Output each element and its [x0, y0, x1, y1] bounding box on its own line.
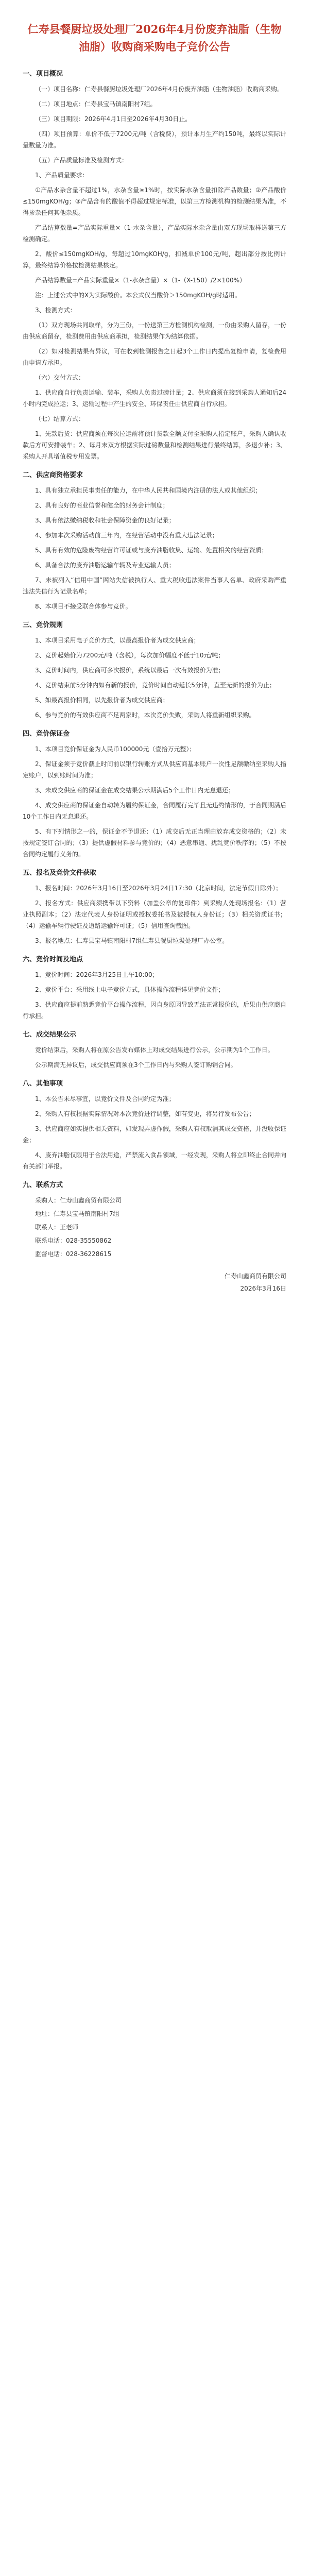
section-paragraph: 1、本公告未尽事宜，以竞价文件及合同约定为准；: [35, 1095, 175, 1103]
notice-section: [23, 619, 286, 721]
section-paragraph: （七）结算方式：: [35, 415, 85, 422]
section-heading: 七、成交结果公示: [23, 1031, 77, 1039]
contact-line: 监督电话：028-36228615: [35, 1250, 112, 1258]
notice-body: [23, 68, 286, 1172]
notice-section: [23, 68, 286, 462]
contact-lines: [23, 1195, 286, 1260]
section-heading: 一、项目概况: [23, 70, 63, 78]
section-paragraph: 2、竞价平台：采用线上电子竞价方式，具体操作流程详见竞价文件；: [35, 986, 225, 993]
section-paragraph: 1、本项目采用电子竞价方式，以最高报价者为成交供应商；: [35, 637, 200, 644]
section-paragraph: （二）项目地点：仁寿县宝马镇南阳村7组。: [35, 100, 157, 108]
section-paragraph: 8、本项目不接受联合体参与竞价。: [35, 603, 132, 610]
section-paragraph: 2、保证金须于竞价截止时间前以银行转账方式从供应商基本账户一次性足额缴纳至采购人指定账户，以到账时间为准；: [23, 760, 286, 779]
section-paragraph: 1、供应商自行负责运输、装车，采购人负责过磅计量；2、供应商须在接到采购人通知后24小时内完成拉运；3、运输过程中产生的安全、环保责任由供应商自行承担。: [23, 389, 286, 408]
section-paragraph: 产品结算数量=产品实际重量×（1-水杂含量）×（1-（X-150）/2×100%）: [35, 277, 246, 284]
section-paragraph: 1、报名时间：2026年3月16日至2026年3月24日17:30（北京时间，法定节假日除外）；: [35, 885, 282, 892]
section-paragraph: 4、参加本次采购活动前三年内，在经营活动中没有重大违法记录；: [35, 532, 218, 539]
section-paragraph: （1）双方现场共同取样，分为三份，一份送第三方检测机构检测，一份由采购人留存，一份由供应商留存，检测费用由供应商承担，检测结果作为结算依据。: [23, 321, 286, 340]
contact-heading: 九、联系方式: [23, 1181, 63, 1189]
section-paragraph: 2、报名方式：供应商须携带以下资料（加盖公章的复印件）到采购人处现场报名：（1）营业执照副本；（2）法定代表人身份证明或授权委托书及被授权人身份证；（3）相关资质证书；（4）运输车辆行驶证及道路运输许可证；（5）信用查询截图。: [23, 900, 286, 929]
section-paragraph: 3、具有依法缴纳税收和社会保障资金的良好记录；: [35, 517, 175, 524]
contact-block: [23, 1179, 286, 1260]
section-paragraph: （五）产品质量标准及检测方式：: [35, 157, 128, 164]
section-paragraph: 6、参与竞价的有效供应商不足两家时，本次竞价失败，采购人将重新组织采购。: [35, 711, 255, 719]
section-paragraph: 7、未被列入“信用中国”网站失信被执行人、重大税收违法案件当事人名单、政府采购严重违法失信行为记录名单；: [23, 577, 286, 595]
section-paragraph: 注：上述公式中的X为实际酸价。本公式仅当酸价＞150mgKOH/g时适用。: [35, 292, 241, 299]
contact-line: 采购人：仁寿山鑫商贸有限公司: [35, 1197, 122, 1204]
notice-section: [23, 1029, 286, 1071]
notice-section: [23, 469, 286, 612]
section-heading: 五、报名及竞价文件获取: [23, 869, 97, 877]
section-paragraph: 4、竞价结束前5分钟内如有新的报价，竞价时间自动延长5分钟，直至无新的报价为止；: [35, 682, 276, 689]
section-paragraph: （2）如对检测结果有异议，可在收到检测报告之日起3个工作日内提出复检申请，复检费用由申请方承担。: [23, 348, 286, 366]
section-paragraph: 1、竞价时间：2026年3月25日上午10:00；: [35, 971, 159, 978]
contact-line: 联系人：王老师: [35, 1224, 79, 1231]
section-paragraph: 2、竞价起始价为7200元/吨（含税），每次加价幅度不低于10元/吨；: [35, 652, 225, 659]
section-paragraph: 2、具有良好的商业信誉和健全的财务会计制度；: [35, 502, 169, 509]
section-paragraph: 1、产品质量要求：: [35, 172, 89, 179]
section-paragraph: （六）交付方式：: [35, 374, 85, 381]
section-heading: 八、其他事项: [23, 1080, 63, 1088]
notice-section: [23, 954, 286, 1022]
section-paragraph: 2、采购人有权根据实际情况对本次竞价进行调整，如有变更，将另行发布公告；: [35, 1110, 255, 1117]
section-paragraph: 4、废弃油脂仅限用于合法用途，严禁流入食品领域，一经发现，采购人将立即终止合同并向有关部门举报。: [23, 1151, 286, 1170]
notice-section: [23, 1078, 286, 1172]
notice-title: 仁寿县餐厨垃圾处理厂2026年4月份废弃油脂（生物油脂）收购商采购电子竞价公告: [27, 23, 282, 53]
section-paragraph: 5、有下列情形之一的，保证金不予退还：（1）成交后无正当理由放弃成交资格的；（2）未按规定签订合同的；（3）提供虚假材料参与竞价的；（4）恶意串通、扰乱竞价秩序的；（5）不按合同约定履行义务的。: [23, 828, 286, 858]
section-paragraph: 5、具有有效的危险废物经营许可证或与废弃油脂收集、运输、处置相关的经营资质；: [35, 547, 268, 554]
section-paragraph: （一）项目名称：仁寿县餐厨垃圾处理厂2026年4月份废弃油脂（生物油脂）收购商采购。: [35, 86, 284, 93]
section-heading: 二、供应商资格要求: [23, 471, 83, 479]
section-paragraph: 4、成交供应商的保证金自动转为履约保证金，合同履行完毕且无违约情形的，于合同期满后10个工作日内无息退还。: [23, 802, 286, 820]
section-paragraph: ①产品水杂含量不超过1%，水杂含量≥1%时，按实际水杂含量扣除产品数量；②产品酸价≤150mgKOH/g；③产品含有的酸值不得超过规定标准，以第三方检测机构的检测结果为准，不得掺杂任何其他杂质。: [23, 187, 286, 216]
section-paragraph: 3、供应商应提前熟悉竞价平台操作流程，因自身原因导致无法正常报价的，后果由供应商自行承担。: [23, 1001, 286, 1020]
section-paragraph: 3、未成交供应商的保证金在成交结果公示期满后5个工作日内无息退还；: [35, 787, 235, 794]
section-paragraph: 公示期满无异议后，成交供应商须在3个工作日内与采购人签订购销合同。: [35, 1061, 237, 1069]
section-paragraph: 3、供应商应如实提供相关资料，如发现弄虚作假，采购人有权取消其成交资格，并没收保证金；: [23, 1125, 286, 1144]
signature-org: 仁寿山鑫商贸有限公司: [224, 1273, 286, 1280]
section-paragraph: 1、本项目竞价保证金为人民币100000元（壹拾万元整）；: [35, 745, 196, 753]
notice-section: [23, 728, 286, 860]
section-paragraph: （四）项目预算：单价不低于7200元/吨（含税费），预计本月生产约150吨，最终以实际计量数量为准。: [23, 130, 286, 149]
section-heading: 三、竞价规则: [23, 621, 63, 629]
section-paragraph: 5、如最高报价相同，以先报价者为成交供应商；: [35, 697, 169, 704]
section-paragraph: （三）项目期限：2026年4月1日至2026年4月30日止。: [35, 115, 192, 123]
section-paragraph: 产品结算数量=产品实际重量×（1-水杂含量），产品实际水杂含量由双方现场取样送第三方检测确定。: [23, 224, 286, 243]
notice-section: [23, 867, 286, 946]
section-paragraph: 1、具有独立承担民事责任的能力，在中华人民共和国境内注册的法人或其他组织；: [35, 487, 262, 494]
section-paragraph: 竞价结束后，采购人将在原公告发布媒体上对成交结果进行公示，公示期为1个工作日。: [35, 1046, 274, 1054]
contact-line: 联系电话：028-35550862: [35, 1237, 112, 1244]
signature-date: 2026年3月16日: [240, 1285, 286, 1292]
contact-line: 地址：仁寿县宝马镇南阳村7组: [35, 1210, 119, 1217]
signature-block: [23, 1270, 286, 1295]
section-paragraph: 2、酸价≤150mgKOH/g，每超过10mgKOH/g，扣减单价100元/吨，超出部分按比例计算，最终结算价格按检测结果核定。: [23, 250, 286, 269]
section-paragraph: 1、先款后货：供应商须在每次拉运前将预计货款全额支付至采购人指定账户，采购人确认收款后方可安排装车；2、每月末双方根据实际过磅数量和检测结果进行最终结算，多退少补；3、采购人开具增值税专用发票。: [23, 430, 286, 460]
section-heading: 四、竞价保证金: [23, 730, 70, 738]
section-paragraph: 6、具备合法的废弃油脂运输车辆及专业运输人员；: [35, 562, 175, 569]
section-paragraph: 3、检测方式：: [35, 307, 76, 314]
section-paragraph: 3、报名地点：仁寿县宝马镇南阳村7组仁寿县餐厨垃圾处理厂办公室。: [35, 937, 229, 944]
section-heading: 六、竞价时间及地点: [23, 956, 83, 963]
section-paragraph: 3、竞价时间内，供应商可多次报价，系统以最后一次有效报价为准；: [35, 667, 225, 674]
